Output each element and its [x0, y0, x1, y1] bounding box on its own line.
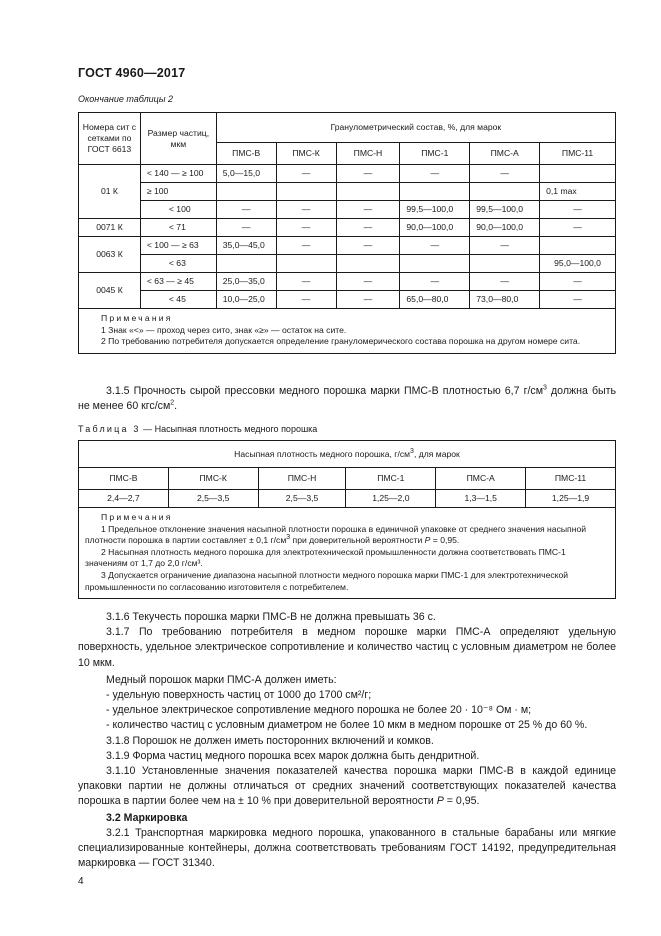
head-brand: ПМС-А	[470, 143, 540, 165]
body-text	[78, 610, 616, 871]
value-cell: 5,0—15,0	[216, 165, 276, 183]
table-row	[79, 183, 616, 201]
size-cell: < 63 — ≥ 45	[140, 273, 216, 291]
list-item: - количество частиц с условным диаметром не более 10 мкм в медном порошке от 25 % до 60 %.	[106, 719, 588, 732]
note-1: 1 Знак «<» — проход через сито, знак «≥» — остаток на сите.	[101, 324, 347, 335]
table-row	[79, 255, 616, 273]
value-cell: 95,0—100,0	[540, 255, 616, 273]
table-row	[79, 237, 616, 255]
size-cell: < 100	[140, 201, 216, 219]
size-cell: < 71	[140, 219, 216, 237]
table2-notes	[79, 309, 616, 354]
section-heading: 3.2 Маркировка	[106, 811, 188, 824]
table2-caption: Окончание таблицы 2	[78, 94, 173, 104]
head-brand: ПМС-К	[168, 468, 258, 490]
head-brand: ПМС-1	[346, 468, 436, 490]
paragraph-3-1-9: 3.1.9 Форма частиц медного порошка всех марок должна быть дендритной.	[106, 749, 480, 762]
value-cell	[336, 183, 400, 201]
value-cell	[540, 165, 616, 183]
value-cell: —	[276, 201, 336, 219]
value-cell: —	[336, 201, 400, 219]
value-cell: 2,5—3,5	[258, 490, 346, 508]
value-cell: 73,0—80,0	[470, 291, 540, 309]
sieve-cell: 0063 К	[79, 237, 141, 273]
head-brand: ПМС-11	[540, 143, 616, 165]
note-2: 2 По требованию потребителя допускается определение грануломерического состава порошка на другом номере сита.	[101, 336, 581, 347]
value-cell: 25,0—35,0	[216, 273, 276, 291]
sieve-cell: 0071 К	[79, 219, 141, 237]
value-cell: —	[400, 273, 470, 291]
table-row	[79, 165, 616, 183]
paragraph-3-1-8: 3.1.8 Порошок не должен иметь посторонних включений и комков.	[106, 734, 434, 747]
value-cell	[400, 255, 470, 273]
head-brand: ПМС-В	[216, 143, 276, 165]
value-cell: —	[336, 237, 400, 255]
paragraph-3-1-10: 3.1.10 Установленные значения показателей качества порошка марки ПМС-В в каждой единице упаковки партии не должны отличаться от средних значений соответствующих показателей качества порошка в партии более чем на ± 10 % при доверительной вероятности P = 0,95.	[78, 765, 616, 808]
table-row	[79, 273, 616, 291]
size-cell: ≥ 100	[140, 183, 216, 201]
note-1: 1 Предельное отклонение значения насыпной плотности порошка в единичной упаковке от среднего значения насыпной плотности порошка в партии составляет ± 0,1 $г/см^3$ при доверительной вероятности P = 0,95.	[85, 523, 587, 546]
table-3	[78, 440, 616, 599]
value-cell	[216, 255, 276, 273]
paragraph-3-1-7: 3.1.7 По требованию потребителя в медном порошке марки ПМС-А определяют удельную поверхность, удельное электрическое сопротивление и количество частиц с условным диаметром не более 10 мкм.	[78, 626, 616, 669]
notes-title: Примечания	[101, 512, 173, 522]
value-cell	[276, 255, 336, 273]
note-2: 2 Насыпная плотность медного порошка для электротехнической промышленности должна соответствовать ПМС-1 значениям от 1,7 до 2,0 г/см³.	[85, 546, 566, 569]
value-cell: 99,5—100,0	[400, 201, 470, 219]
value-cell: —	[276, 273, 336, 291]
head-brand: ПМС-Н	[336, 143, 400, 165]
value-cell	[216, 183, 276, 201]
value-cell	[470, 255, 540, 273]
value-cell: —	[276, 291, 336, 309]
head-brand: ПМС-1	[400, 143, 470, 165]
value-cell	[470, 183, 540, 201]
value-cell: —	[540, 219, 616, 237]
sieve-cell: 01 К	[79, 165, 141, 219]
head-size: Размер частиц, мкм	[140, 113, 216, 165]
value-cell: —	[216, 201, 276, 219]
value-cell	[540, 237, 616, 255]
head-brand: ПМС-Н	[258, 468, 346, 490]
table-row	[79, 201, 616, 219]
head-brand: ПМС-В	[79, 468, 169, 490]
value-cell: 65,0—80,0	[400, 291, 470, 309]
value-cell: —	[216, 219, 276, 237]
sieve-cell: 0045 К	[79, 273, 141, 309]
value-cell: 90,0—100,0	[470, 219, 540, 237]
value-cell	[400, 183, 470, 201]
table-row	[79, 468, 616, 490]
table-2	[78, 112, 616, 354]
value-cell: —	[470, 237, 540, 255]
paragraph-3-1-6: 3.1.6 Текучесть порошка марки ПМС-В не должна превышать 36 с.	[106, 611, 436, 623]
value-cell	[336, 255, 400, 273]
value-cell: 90,0—100,0	[400, 219, 470, 237]
value-cell: —	[336, 291, 400, 309]
size-cell: < 100 — ≥ 63	[140, 237, 216, 255]
page-number: 4	[78, 876, 84, 887]
table-row	[79, 490, 616, 508]
head-brand: ПМС-К	[276, 143, 336, 165]
value-cell: —	[276, 237, 336, 255]
value-cell: 1,3—1,5	[436, 490, 526, 508]
table3-notes	[79, 508, 616, 599]
table-row	[79, 291, 616, 309]
table3-head: Насыпная плотность медного порошка, $г/см^3$, для марок	[79, 441, 616, 468]
value-cell	[276, 183, 336, 201]
value-cell: —	[470, 165, 540, 183]
value-cell: —	[276, 219, 336, 237]
value-cell: —	[540, 291, 616, 309]
value-cell: —	[540, 201, 616, 219]
notes-title: Примечания	[101, 313, 173, 323]
value-cell: 35,0—45,0	[216, 237, 276, 255]
value-cell: 10,0—25,0	[216, 291, 276, 309]
size-cell: < 63	[140, 255, 216, 273]
value-cell: —	[470, 273, 540, 291]
value-cell: —	[336, 219, 400, 237]
value-cell: —	[400, 165, 470, 183]
head-brand: ПМС-11	[526, 468, 616, 490]
value-cell: —	[276, 165, 336, 183]
paragraph-intro: Медный порошок марки ПМС-А должен иметь:	[106, 673, 337, 686]
head-brand: ПМС-А	[436, 468, 526, 490]
head-composition: Гранулометрический состав, %, для марок	[216, 113, 615, 143]
value-cell: 1,25—1,9	[526, 490, 616, 508]
value-cell: —	[336, 273, 400, 291]
value-cell: 2,5—3,5	[168, 490, 258, 508]
note-3: 3 Допускается ограничение диапазона насыпной плотности медного порошка марки ПМС-1 для электротехнической промышленности по согласованию изготовителя с потребителем.	[85, 569, 569, 592]
value-cell: 1,25—2,0	[346, 490, 436, 508]
head-sieve: Номера сит с сетками по ГОСТ 6613	[79, 113, 141, 165]
list-item: - удельное электрическое сопротивление медного порошка не более 20 · 10⁻⁸ Ом · м;	[106, 704, 532, 717]
size-cell: < 45	[140, 291, 216, 309]
table3-caption: Таблица 3 — Насыпная плотность медного порошка	[78, 424, 318, 434]
value-cell: —	[400, 237, 470, 255]
value-cell: 99,5—100,0	[470, 201, 540, 219]
value-cell: 2,4—2,7	[79, 490, 169, 508]
value-cell: —	[540, 273, 616, 291]
table-row	[79, 219, 616, 237]
list-item: - удельную поверхность частиц от 1000 до 1700 см²/г;	[106, 689, 372, 702]
value-cell: —	[336, 165, 400, 183]
size-cell: < 140 — ≥ 100	[140, 165, 216, 183]
paragraph-3-2-1: 3.2.1 Транспортная маркировка медного порошка, упакованного в стальные барабаны или мягкие специализированные контейнеры, должна соответствовать требованиям ГОСТ 14192, предупредительная маркировка — ГОСТ 31340.	[78, 826, 616, 870]
paragraph-3-1-5: 3.1.5 Прочность сырой прессовки медного порошка марки ПМС-В плотностью 6,7 $г/см^3$ должна быть не менее 60 кгс/$см^2$.	[78, 384, 616, 413]
document-header: ГОСТ 4960—2017	[78, 66, 186, 80]
value-cell: 0,1 max	[540, 183, 616, 201]
